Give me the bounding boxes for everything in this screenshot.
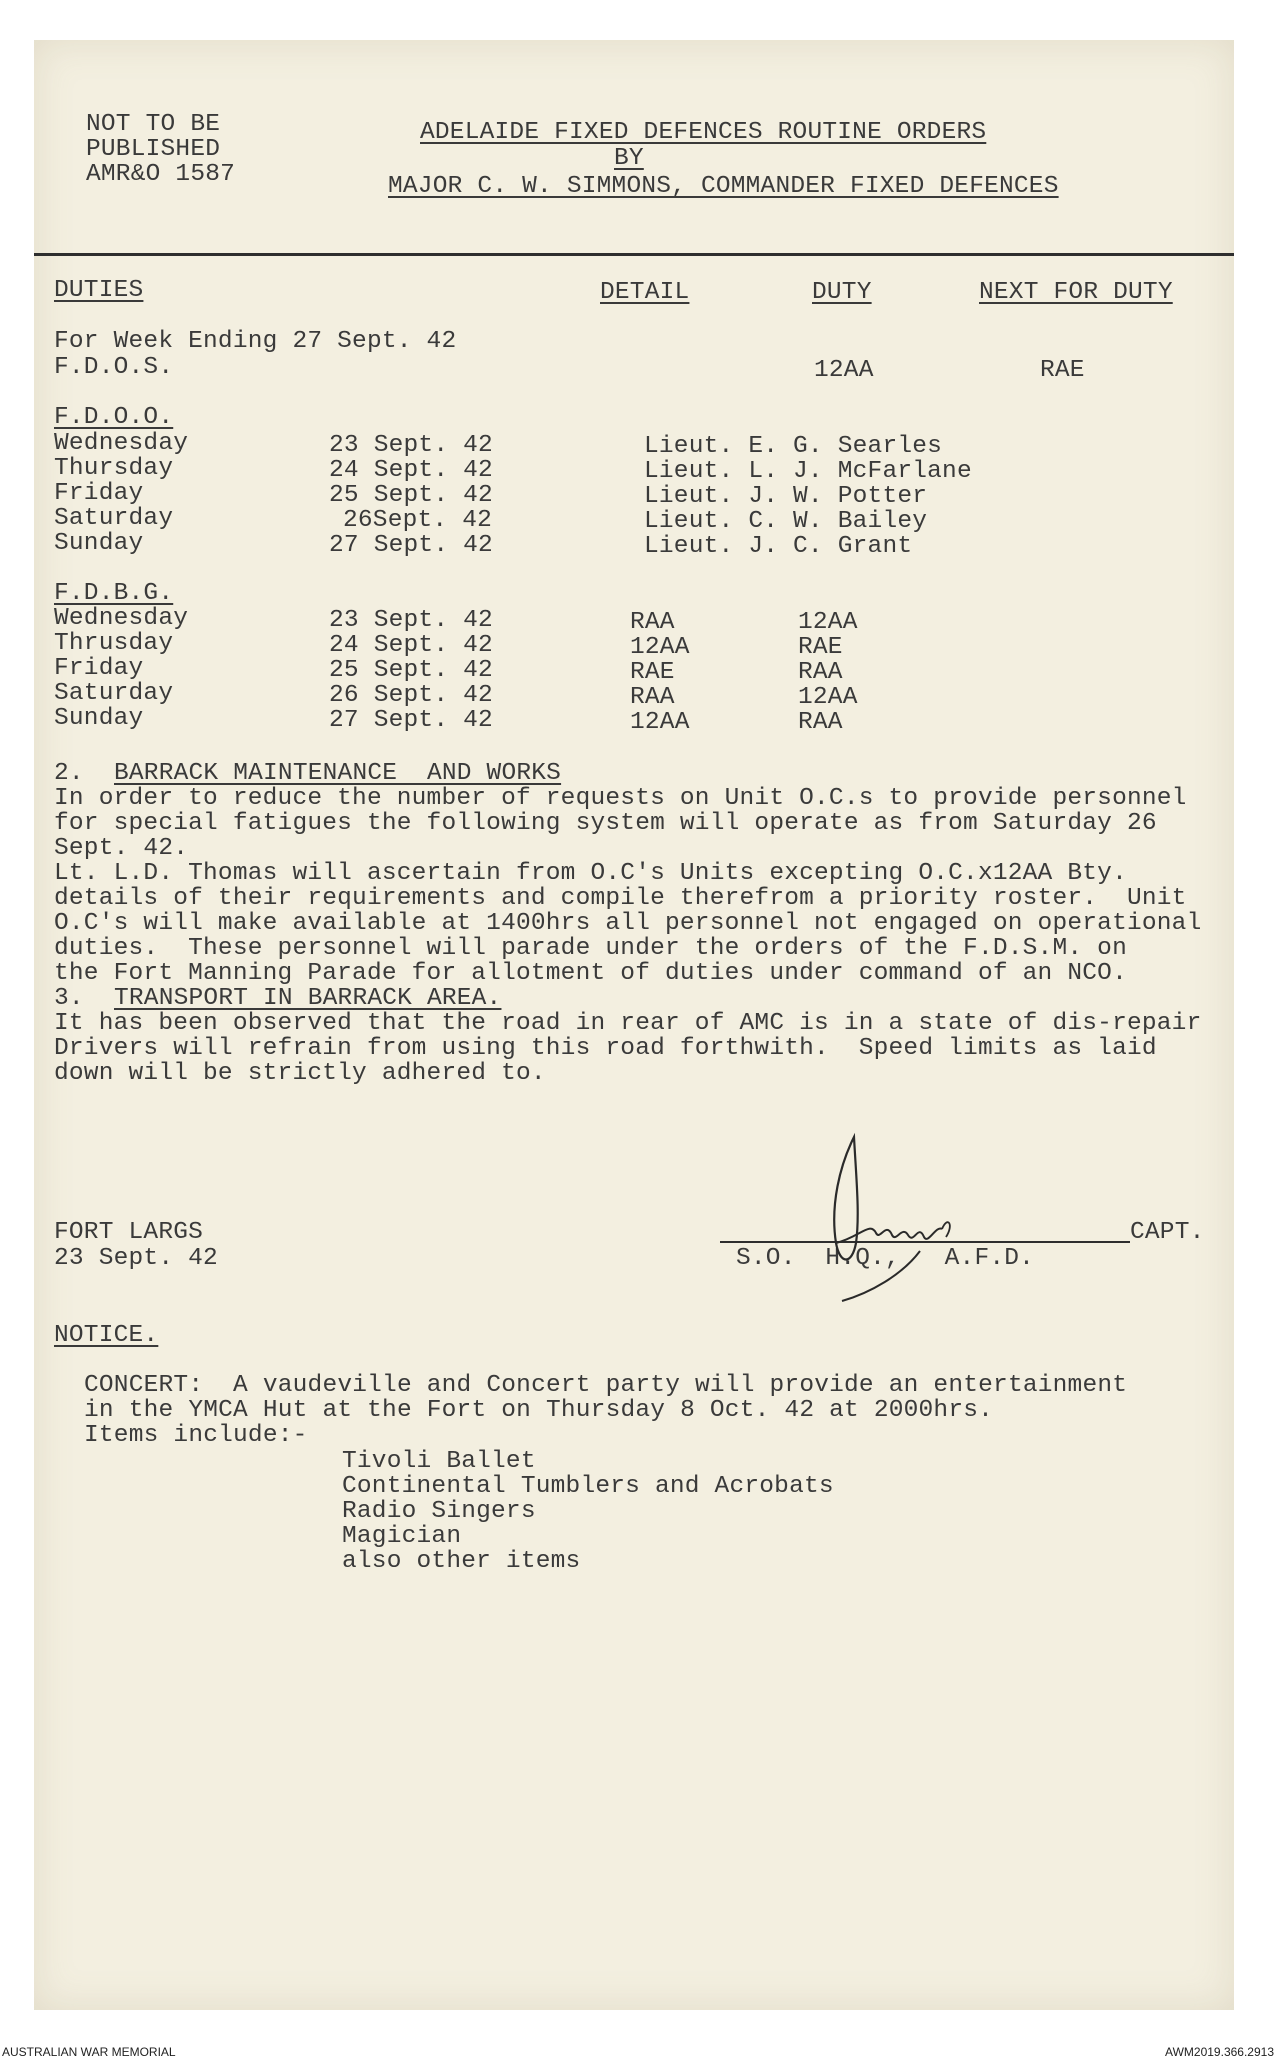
notice-line: in the YMCA Hut at the Fort on Thursday 8 Oct. 42 at 2000hrs. (84, 1397, 994, 1424)
fdoo-officer: Lieut. C. W. Bailey (644, 508, 928, 535)
fdoo-day: Saturday (54, 505, 174, 532)
section-3-number: 3. (54, 985, 84, 1012)
notice-item: Radio Singers (342, 1498, 536, 1525)
fdoo-label: F.D.O.O. (54, 404, 174, 431)
fdos-next: RAE (1040, 357, 1085, 384)
fdbg-duty: 12AA (798, 684, 858, 711)
footer-item-id: AWM2019.366.2913 (1165, 2045, 1274, 2059)
fdbg-duty: 12AA (798, 609, 858, 636)
fdbg-day: Thrusday (54, 630, 174, 657)
fdbg-detail: RAA (630, 609, 675, 636)
col-detail: DETAIL (600, 279, 690, 306)
fdoo-day: Wednesday (54, 430, 189, 457)
fdoo-date: 23 Sept. 42 (329, 432, 493, 459)
signoff-date: 23 Sept. 42 (54, 1245, 218, 1272)
fdoo-officer: Lieut. E. G. Searles (644, 433, 943, 460)
section-3-heading: TRANSPORT IN BARRACK AREA. (114, 985, 502, 1012)
notice-heading: NOTICE. (54, 1322, 159, 1349)
handwritten-signature (790, 1125, 990, 1305)
signoff-office: S.O. H.Q., A.F.D. (736, 1245, 1035, 1272)
fdos-label: F.D.O.S. (54, 354, 174, 381)
section-2-line: details of their requirements and compile therefrom a priority roster. Unit (54, 885, 1187, 912)
section-3-line: down will be strictly adhered to. (54, 1060, 546, 1087)
section-2-line: Lt. L.D. Thomas will ascertain from O.C's Units excepting O.C.x12AA Bty. (54, 860, 1127, 887)
title-by: BY (614, 145, 644, 172)
notice-item: Tivoli Ballet (342, 1448, 536, 1475)
col-duty: DUTY (812, 279, 872, 306)
fdbg-detail: RAA (630, 684, 675, 711)
fdbg-date: 25 Sept. 42 (329, 657, 493, 684)
section-2-line: the Fort Manning Parade for allotment of duties under command of an NCO. (54, 960, 1127, 987)
notice-item: also other items (342, 1548, 581, 1575)
fdoo-date: 25 Sept. 42 (329, 482, 493, 509)
fdoo-date: 27 Sept. 42 (329, 532, 493, 559)
fdoo-day: Sunday (54, 530, 144, 557)
fdbg-duty: RAA (798, 659, 843, 686)
section-2-heading: BARRACK MAINTENANCE AND WORKS (114, 760, 562, 787)
notice-line: CONCERT: A vaudeville and Concert party will provide an entertainment (84, 1372, 1128, 1399)
fdoo-date: 24 Sept. 42 (329, 457, 493, 484)
fdbg-day: Friday (54, 655, 144, 682)
header-rule (34, 253, 1234, 256)
fdbg-date: 23 Sept. 42 (329, 607, 493, 634)
fdos-duty: 12AA (814, 357, 874, 384)
fdoo-day: Thursday (54, 455, 174, 482)
notice-item: Magician (342, 1523, 462, 1550)
signoff-place: FORT LARGS (54, 1219, 204, 1246)
fdbg-date: 26 Sept. 42 (329, 682, 493, 709)
section-2-line: duties. These personnel will parade under the orders of the F.D.S.M. on (54, 935, 1127, 962)
section-2-line: Sept. 42. (54, 835, 189, 862)
notice-line: Items include:- (84, 1422, 308, 1449)
fdoo-date: 26Sept. 42 (343, 507, 493, 534)
document-title: ADELAIDE FIXED DEFENCES ROUTINE ORDERS (420, 119, 987, 146)
fdbg-day: Saturday (54, 680, 174, 707)
week-ending: For Week Ending 27 Sept. 42 (54, 328, 457, 355)
section-2-line: In order to reduce the number of requests on Unit O.C.s to provide personnel (54, 785, 1187, 812)
fdoo-day: Friday (54, 480, 144, 507)
footer-archive-name: AUSTRALIAN WAR MEMORIAL (2, 2045, 176, 2059)
fdbg-detail: 12AA (630, 709, 690, 736)
fdbg-detail: RAE (630, 659, 675, 686)
fdbg-duty: RAA (798, 709, 843, 736)
col-duties: DUTIES (54, 277, 144, 304)
section-2-line: for special fatigues the following system will operate as from Saturday 26 (54, 810, 1157, 837)
col-next-for-duty: NEXT FOR DUTY (979, 279, 1173, 306)
commander-line: MAJOR C. W. SIMMONS, COMMANDER FIXED DEFENCES (388, 173, 1059, 200)
section-3-line: It has been observed that the road in rear of AMC is in a state of dis-repair (54, 1010, 1202, 1037)
fdbg-date: 24 Sept. 42 (329, 632, 493, 659)
section-2-number: 2. (54, 760, 84, 787)
section-2-line: O.C's will make available at 1400hrs all personnel not engaged on operational (54, 910, 1202, 937)
fdoo-officer: Lieut. L. J. McFarlane (644, 458, 972, 485)
fdbg-date: 27 Sept. 42 (329, 707, 493, 734)
restriction-line-2: PUBLISHED (86, 136, 221, 163)
restriction-line-3: AMR&O 1587 (86, 161, 236, 188)
signoff-rank: CAPT. (1130, 1219, 1205, 1246)
restriction-line-1: NOT TO BE (86, 111, 221, 138)
fdbg-duty: RAE (798, 634, 843, 661)
fdoo-officer: Lieut. J. W. Potter (644, 483, 928, 510)
section-3-line: Drivers will refrain from using this road forthwith. Speed limits as laid (54, 1035, 1157, 1062)
fdbg-day: Wednesday (54, 605, 189, 632)
fdbg-detail: 12AA (630, 634, 690, 661)
fdbg-label: F.D.B.G. (54, 580, 174, 607)
fdbg-day: Sunday (54, 705, 144, 732)
notice-item: Continental Tumblers and Acrobats (342, 1473, 834, 1500)
fdoo-officer: Lieut. J. C. Grant (644, 533, 913, 560)
